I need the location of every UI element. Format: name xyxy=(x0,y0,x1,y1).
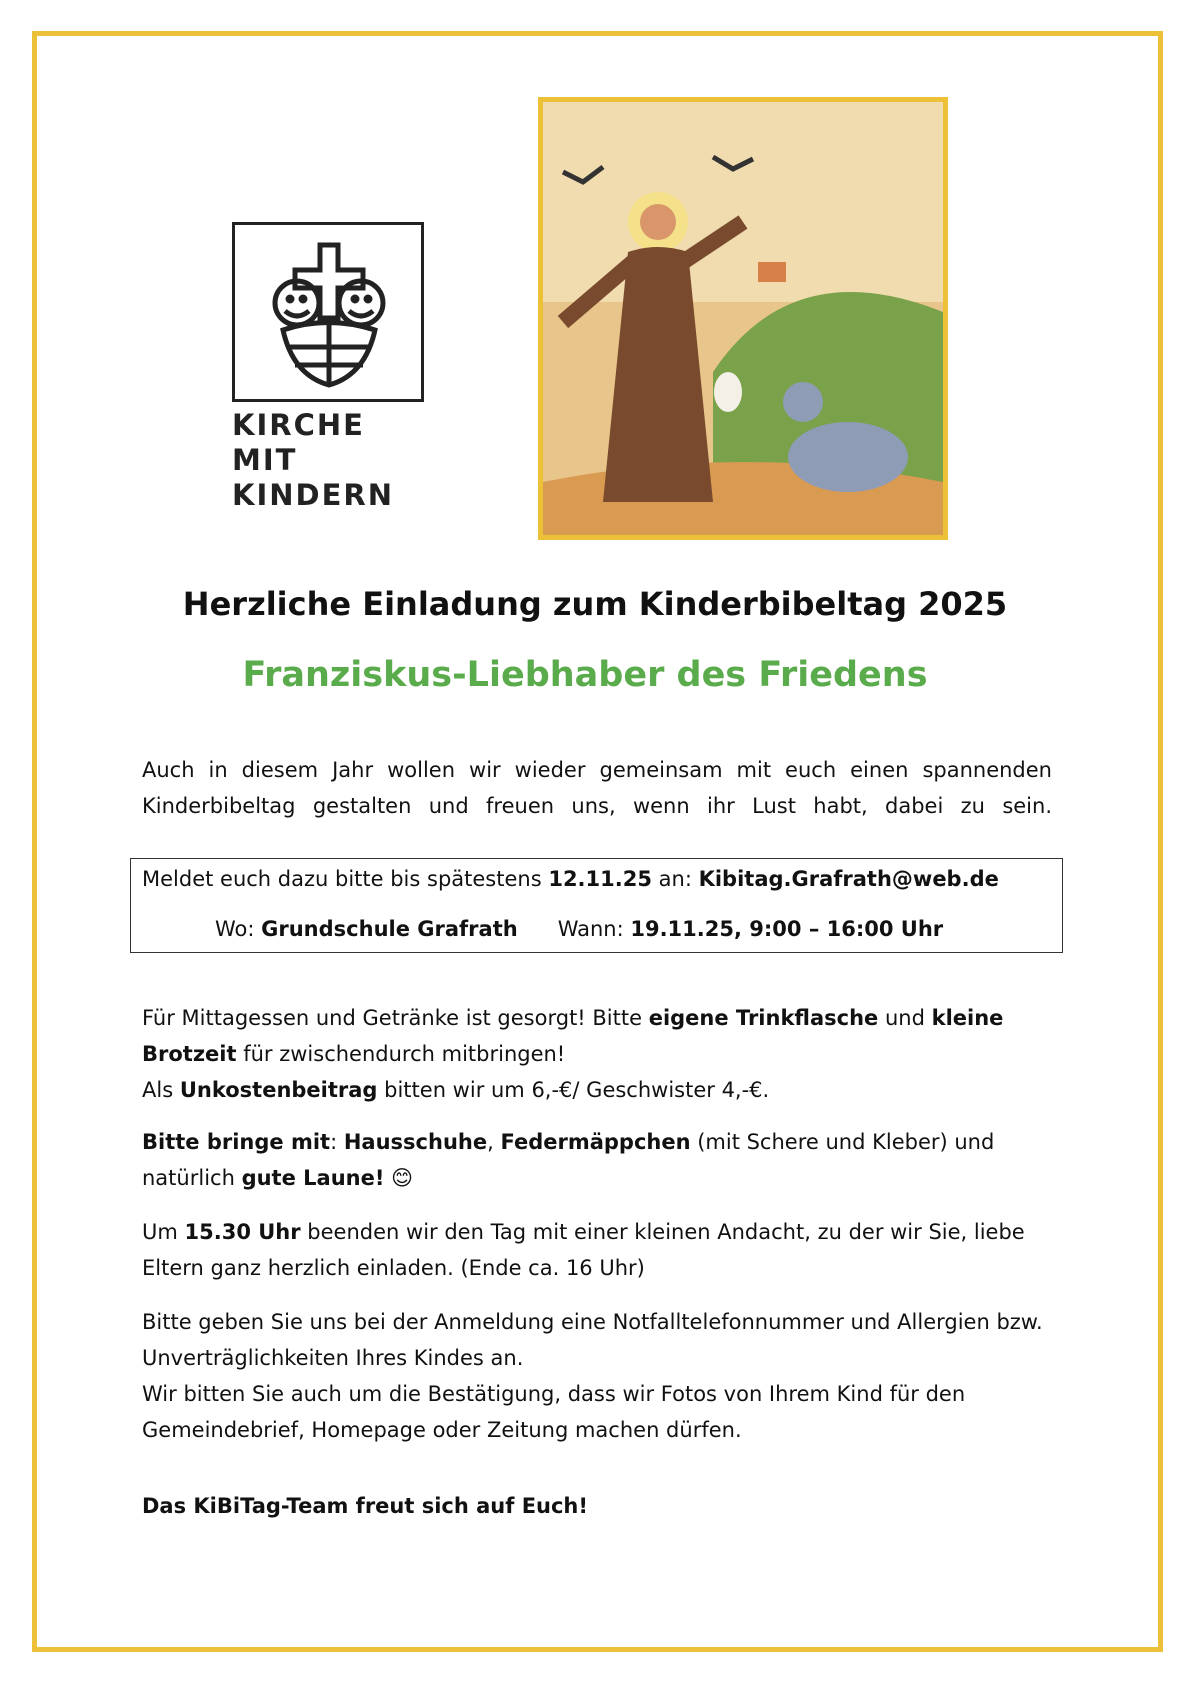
intro-paragraph: Auch in diesem Jahr wollen wir wieder gemeinsam mit euch einen spannenden Kinderbibeltag gestalten und freuen uns, wenn ihr Lust habt, dabei zu sein. xyxy=(142,758,1052,818)
email-link[interactable]: Kibitag.Grafrath@web.de xyxy=(698,867,999,891)
page-subtitle: Franziskus-Liebhaber des Friedens xyxy=(242,655,928,695)
kirche-mit-kindern-logo xyxy=(232,222,424,402)
bring-paragraph: Bitte bringe mit: Hausschuhe, Federmäppchen (mit Schere und Kleber) und natürlich gute Laune! 😊 xyxy=(142,1130,995,1190)
info-paragraph: Bitte geben Sie uns bei der Anmeldung eine Notfalltelefonnummer und Allergien bzw. Unverträglichkeiten Ihres Kindes an. Wir bitten Sie auch um die Bestätigung, dass wir Fotos von Ihrem Kind für den Gemeindebrief, Homepage oder Zeitung machen dürfen. xyxy=(142,1310,1043,1442)
page-title: Herzliche Einladung zum Kinderbibeltag 2025 xyxy=(182,585,1008,623)
closing-line: Das KiBiTag-Team freut sich auf Euch! xyxy=(142,1494,588,1518)
registration-box: Meldet euch dazu bitte bis spätestens 12.11.25 an: Kibitag.Grafrath@web.de Wo: Grundschule Grafrath Wann: 19.11.25, 9:00 – 16:00 Uhr xyxy=(130,858,1063,953)
end-paragraph: Um 15.30 Uhr beenden wir den Tag mit einer kleinen Andacht, zu der wir Sie, liebe Eltern ganz herzlich einladen. (Ende ca. 16 Uhr) xyxy=(142,1220,1025,1280)
logo-text: KIRCHE MIT KINDERN xyxy=(232,408,395,512)
smiley-icon: 😊 xyxy=(391,1166,414,1190)
francis-painting xyxy=(538,97,948,540)
food-paragraph: Für Mittagessen und Getränke ist gesorgt! Bitte eigene Trinkflasche und kleine Brotzeit für zwischendurch mitbringen! Als Unkostenbeitrag bitten wir um 6,-€/ Geschwister 4,-€. xyxy=(142,1006,1004,1102)
